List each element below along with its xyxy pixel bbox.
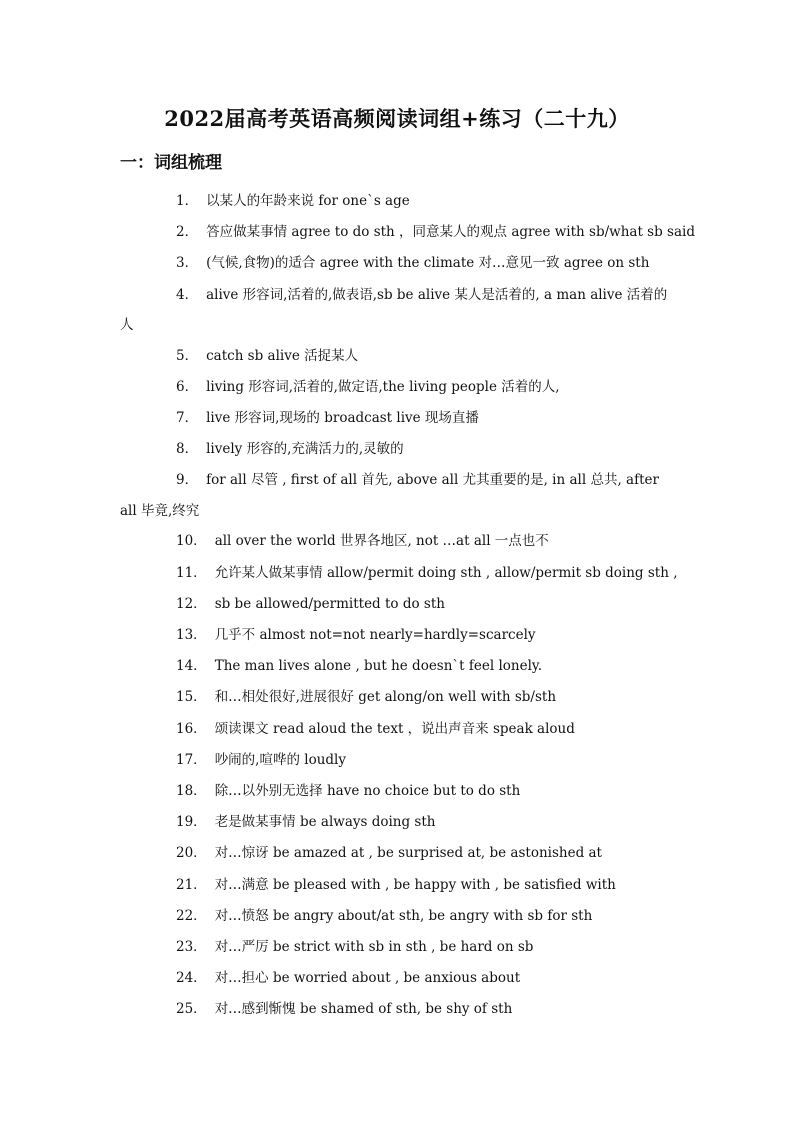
item-number: 22． (176, 907, 207, 924)
item-text: 对…担心 be worried about , be anxious about (214, 970, 521, 987)
item-text: 以某人的年龄来说 for one`s age (206, 193, 410, 209)
item-number: 8． (176, 441, 199, 458)
item-text: 对…满意 be pleased with , be happy with , be satisfied with (214, 876, 616, 893)
list-item (120, 248, 676, 279)
list-item (120, 776, 676, 807)
list-item (120, 870, 676, 901)
item-number: 13． (176, 627, 207, 644)
item-text: 对…惊讶 be amazed at , be surprised at, be astonished at (214, 845, 602, 862)
list-item (120, 807, 676, 838)
item-number: 4． (176, 286, 199, 303)
item-number: 12． (176, 595, 207, 612)
item-number: 1． (176, 193, 199, 209)
item-text: sb be allowed/permitted to do sth (214, 595, 445, 612)
list-item (120, 341, 676, 372)
item-text: 对…愤怒 be angry about/at sth, be angry with sb for sth (214, 907, 593, 924)
list-item (120, 403, 676, 434)
section-heading: 一：词组梳理 (120, 153, 222, 173)
item-number: 3． (176, 255, 199, 272)
list-item (120, 280, 676, 341)
item-text: (气候,食物)的适合 agree with the climate 对…意见一致 agree on sth (206, 255, 650, 272)
list-item (120, 217, 695, 248)
item-number: 2． (176, 224, 199, 241)
item-text: living 形容词,活着的,做定语,the living people 活着的人, (206, 378, 560, 395)
list-item (120, 186, 676, 217)
list-item (120, 651, 676, 682)
item-number: 9． (176, 472, 199, 489)
document-title: 2022届高考英语高频阅读词组+练习（二十九） (164, 106, 630, 131)
item-text: 允许某人做某事情 allow/permit doing sth , allow/permit sb doing sth , (214, 564, 678, 581)
item-text: lively 形容的,充满活力的,灵敏的 (206, 441, 404, 458)
item-number: 19． (176, 814, 207, 831)
list-item (120, 434, 676, 465)
item-number: 5． (176, 347, 199, 364)
item-text: 吵闹的,喧哗的 loudly (214, 751, 346, 768)
list-item (120, 465, 676, 526)
list-item (120, 558, 676, 589)
item-text: live 形容词,现场的 broadcast live 现场直播 (206, 410, 479, 427)
list-item (120, 526, 676, 557)
item-text: 对…严厉 be strict with sb in sth , be hard on sb (214, 939, 534, 956)
item-number: 24． (176, 970, 207, 987)
item-text: for all 尽管 , first of all 首先, above all 尤其重要的是, in all 总共, after all 毕竟,终究 (120, 472, 659, 519)
item-number: 10． (176, 533, 207, 550)
item-text: all over the world 世界各地区, not …at all 一点也不 (214, 533, 549, 550)
list-item (120, 589, 676, 620)
list-item (120, 714, 676, 745)
item-number: 21． (176, 876, 207, 893)
item-number: 7． (176, 410, 199, 427)
item-text: 颂读课文 read aloud the text ，说出声音来 speak aloud (214, 720, 575, 737)
item-number: 15． (176, 689, 207, 706)
item-number: 17． (176, 751, 207, 768)
item-number: 11． (176, 564, 207, 581)
list-item (120, 682, 676, 713)
item-number: 20． (176, 845, 207, 862)
item-text: 老是做某事情 be always doing sth (214, 814, 436, 831)
item-text: 答应做某事情 agree to do sth ，同意某人的观点 agree with sb/what sb said (206, 224, 695, 241)
item-number: 18． (176, 783, 207, 800)
list-item (120, 620, 676, 651)
item-number: 23． (176, 939, 207, 956)
list-item (120, 372, 676, 403)
item-text: 几乎不 almost not=not nearly=hardly=scarcely (214, 627, 536, 644)
item-number: 16． (176, 720, 207, 737)
item-text: 对…感到惭愧 be shamed of sth, be shy of sth (214, 1001, 513, 1018)
list-item (120, 901, 676, 932)
item-text: 除…以外别无选择 have no choice but to do sth (214, 783, 521, 800)
item-text: catch sb alive 活捉某人 (206, 347, 359, 364)
item-number: 6． (176, 378, 199, 395)
phrase-list (120, 186, 695, 1026)
list-item (120, 963, 676, 994)
item-number: 25． (176, 1001, 207, 1018)
list-item (120, 838, 676, 869)
item-text: The man lives alone , but he doesn`t feel lonely. (214, 658, 543, 675)
list-item (120, 994, 676, 1025)
list-item (120, 745, 676, 776)
list-item (120, 932, 676, 963)
item-number: 14． (176, 658, 207, 675)
item-text: 和…相处很好,进展很好 get along/on well with sb/sth (214, 689, 557, 706)
item-text: alive 形容词,活着的,做表语,sb be alive 某人是活着的, a man alive 活着的人 (120, 286, 668, 334)
